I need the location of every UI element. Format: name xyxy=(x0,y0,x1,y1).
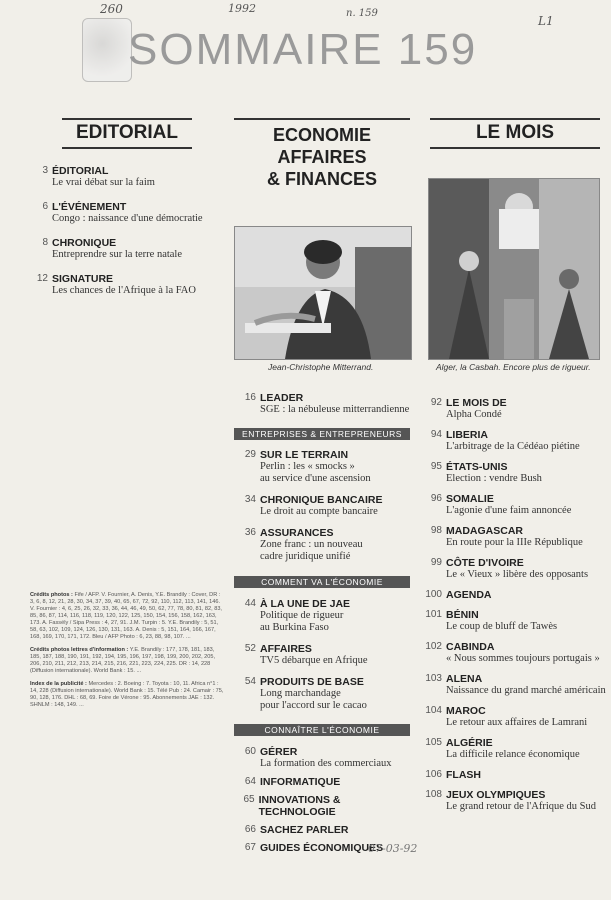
page-number: 92 xyxy=(430,397,442,408)
mois-heading: LE MOIS xyxy=(475,122,555,143)
rule xyxy=(62,118,192,120)
entry-sub: Politique de rigueur xyxy=(260,610,344,621)
toc-entry[interactable] xyxy=(234,824,410,836)
toc-entry[interactable] xyxy=(234,676,410,712)
page-number: 52 xyxy=(244,643,256,654)
toc-entry[interactable] xyxy=(30,165,230,189)
toc-entry[interactable] xyxy=(234,746,410,770)
toc-entry[interactable] xyxy=(234,527,410,563)
credits-publicite-label: Index de la publicité : xyxy=(30,681,87,687)
toc-entry[interactable] xyxy=(418,705,608,729)
page-number: 101 xyxy=(425,609,442,620)
page-number: 96 xyxy=(430,493,442,504)
rule xyxy=(430,118,600,120)
entry-head: À LA UNE DE JAE xyxy=(260,598,351,610)
entry-sub: Le vrai débat sur la faim xyxy=(52,177,155,188)
page-title: SOMMAIRE 159 xyxy=(128,25,478,74)
economie-group-2 xyxy=(234,598,410,712)
toc-entry[interactable] xyxy=(418,589,608,601)
entry-head: FLASH xyxy=(446,769,481,781)
entry-sub: Long marchandage xyxy=(260,688,341,699)
entry-head: INNOVATIONS & TECHNOLOGIE xyxy=(258,794,341,818)
page-number: 66 xyxy=(244,824,256,835)
economie-heading xyxy=(234,124,410,190)
entry-sub: Le droit au compte bancaire xyxy=(260,506,378,517)
section-band: COMMENT VA L'ÉCONOMIE xyxy=(234,576,410,588)
entry-sub: La formation des commerciaux xyxy=(260,758,392,769)
section-band: ENTREPRISES & ENTREPRENEURS xyxy=(234,428,410,440)
toc-entry[interactable] xyxy=(418,769,608,781)
toc-entry[interactable] xyxy=(418,493,608,517)
entry-sub: au service d'une ascension xyxy=(260,473,371,484)
entry-sub: Entreprendre sur la terre natale xyxy=(52,249,183,260)
page-number: 100 xyxy=(425,589,442,600)
entry-head: GÉRER xyxy=(260,746,298,758)
mois-list xyxy=(418,397,608,813)
toc-entry[interactable] xyxy=(234,392,410,416)
entry-sub: Le grand retour de l'Afrique du Sud xyxy=(446,801,597,812)
toc-entry[interactable] xyxy=(418,789,608,813)
toc-entry[interactable] xyxy=(418,397,608,421)
entry-head: CHRONIQUE xyxy=(52,237,117,249)
editorial-list xyxy=(30,165,230,297)
handwritten-note: n. 159 xyxy=(346,8,378,19)
entry-sub: au Burkina Faso xyxy=(260,622,329,633)
entry-head: GUIDES ÉCONOMIQUES xyxy=(260,842,384,854)
economie-group-1 xyxy=(234,449,410,563)
credits-photos xyxy=(30,592,226,641)
page-number: 3 xyxy=(42,165,48,176)
toc-entry[interactable] xyxy=(418,461,608,485)
page-number: 102 xyxy=(425,641,442,652)
entry-sub: Naissance du grand marché américain xyxy=(446,685,606,696)
entry-head: CHRONIQUE BANCAIRE xyxy=(260,494,383,506)
entry-head: SIGNATURE xyxy=(52,273,114,285)
library-stamp xyxy=(82,18,132,82)
credits-photos-text: Fife / AFP. V. Fournier, A. Denis, Y.E. Brandily : Cover, DR : 3, 6, 8, 12, 21, 28, 30, 34, 37, 39, 40, 65, 67, 72, 92, 110, 112, 113, 141, 146. V. Fournier : 4, 6, 25, 26, 32, 33, 36, 44, 46, 49, 50, 62, 77, 78, 80, 81, 82, 83, 85, 86, 87, 114, 116, 118, 119, 120, 122, 125, 150, 154, 156, 158, 162, 163, 173. A. Fassély / Sipa Press : 4, 27, 91. J.M. Turpin : 5. Y.E. Brandily : 5, 51, 58, 63, 102, 109, 124, 126, 130, 131, 163. A. Denis : 5, 151, 164, 166, 167, 168, 169, 170, 171, 172. Bleu / AFP Photo : 6, 23, 88, 98, 107. ... xyxy=(30,592,222,640)
entry-head: LIBERIA xyxy=(446,429,488,441)
entry-sub: Zone franc : un nouveau xyxy=(260,539,363,550)
page-number: 34 xyxy=(244,494,256,505)
page-number: 6 xyxy=(42,201,48,212)
toc-entry[interactable] xyxy=(418,673,608,697)
entry-head: SACHEZ PARLER xyxy=(260,824,349,836)
photo-alger-image xyxy=(429,179,599,359)
toc-entry[interactable] xyxy=(234,776,410,788)
editorial-heading: EDITORIAL xyxy=(75,122,179,143)
photo-mitterrand-image xyxy=(235,227,411,359)
entry-sub: Congo : naissance d'une démocratie xyxy=(52,213,203,224)
toc-entry[interactable] xyxy=(418,429,608,453)
page-number: 98 xyxy=(430,525,442,536)
credits-photos-label: Crédits photos : xyxy=(30,592,73,598)
credits-lettres xyxy=(30,647,226,675)
page-number: 12 xyxy=(36,273,48,284)
credits-publicite-text: Mercedes : 2. Boeing : 7. Toyota : 10, 11. Africa n°1 : 14, 228 (Diffusion internationale). World Bank : 15. Télé Pub : 24. Camair : 75, 90, 128, 176. DHL : 68, 69. Foire de Vérone : 95. Abonnements JAE : 132. SHNLM : 148, 149. ... xyxy=(30,681,224,708)
entry-head: CABINDA xyxy=(446,641,495,653)
entry-sub: Le retour aux affaires de Lamrani xyxy=(446,717,588,728)
photo-alger xyxy=(428,178,600,360)
handwritten-note: L1 xyxy=(538,14,554,28)
page-number: 54 xyxy=(244,676,256,687)
page-number: 94 xyxy=(430,429,442,440)
entry-sub: La difficile relance économique xyxy=(446,749,580,760)
rule xyxy=(430,147,600,149)
toc-entry[interactable] xyxy=(234,643,410,667)
entry-head: ALENA xyxy=(446,673,483,685)
toc-entry[interactable] xyxy=(30,237,230,261)
page-number: 64 xyxy=(244,776,256,787)
credits-publicite xyxy=(30,681,226,709)
toc-entry[interactable] xyxy=(418,737,608,761)
entry-head: ALGÉRIE xyxy=(446,737,493,749)
entry-head: JEUX OLYMPIQUES xyxy=(446,789,546,801)
credits-lettres-text: Y.E. Brandily : 177, 178, 181, 183, 185, 187, 188, 190, 191, 192, 194, 195, 196, 197, 198, 199, 200, 202, 205, 206, 210, 211, 212, 213, 214, 215, 216, 221, 223, 224, 225. DR : 14, 228 (Diffusion internationale). World Bank : 15. ... xyxy=(30,647,216,674)
page-number: 99 xyxy=(430,557,442,568)
entry-head: AFFAIRES xyxy=(260,643,312,655)
page-number: 104 xyxy=(425,705,442,716)
toc-entry[interactable] xyxy=(418,641,608,665)
entry-head: L'ÉVÉNEMENT xyxy=(52,201,127,213)
entry-head: CÔTE D'IVOIRE xyxy=(446,557,524,569)
page-number: 103 xyxy=(425,673,442,684)
toc-entry[interactable] xyxy=(234,794,410,818)
page-number: 108 xyxy=(425,789,442,800)
toc-entry[interactable] xyxy=(30,201,230,225)
economie-heading-line: ECONOMIE xyxy=(272,125,371,145)
page-number: 95 xyxy=(430,461,442,472)
page-number: 16 xyxy=(244,392,256,403)
economie-heading-line: AFFAIRES xyxy=(277,147,367,167)
entry-sub: TV5 débarque en Afrique xyxy=(260,655,368,666)
page-number: 67 xyxy=(244,842,256,853)
entry-sub: SGE : la nébuleuse mitterrandienne xyxy=(260,404,410,415)
entry-sub: En route pour la IIIe République xyxy=(446,537,583,548)
entry-sub: Le « Vieux » libère des opposants xyxy=(446,569,589,580)
toc-entry[interactable] xyxy=(234,494,410,518)
entry-head: SUR LE TERRAIN xyxy=(260,449,349,461)
toc-entry[interactable] xyxy=(418,609,608,633)
section-band: CONNAÎTRE L'ÉCONOMIE xyxy=(234,724,410,736)
photo-mitterrand xyxy=(234,226,412,360)
entry-sub: Les chances de l'Afrique à la FAO xyxy=(52,285,196,296)
page-number: 106 xyxy=(425,769,442,780)
entry-sub: Le coup de bluff de Tawès xyxy=(446,621,558,632)
toc-entry[interactable] xyxy=(234,598,410,634)
entry-head: ÉTATS-UNIS xyxy=(446,461,508,473)
handwritten-note: 1992 xyxy=(228,2,256,15)
entry-sub: Election : vendre Bush xyxy=(446,473,542,484)
entry-sub: pour l'accord sur le cacao xyxy=(260,700,367,711)
entry-head: MADAGASCAR xyxy=(446,525,523,537)
entry-head: SOMALIE xyxy=(446,493,494,505)
page-number: 8 xyxy=(42,237,48,248)
rule xyxy=(62,147,192,149)
economie-group-3 xyxy=(234,746,410,854)
entry-sub: Perlin : les « smocks » xyxy=(260,461,355,472)
toc-entry[interactable] xyxy=(30,273,230,297)
toc-entry[interactable] xyxy=(418,525,608,549)
economie-heading-line: & FINANCES xyxy=(266,169,377,189)
entry-head: AGENDA xyxy=(446,589,492,601)
rule xyxy=(234,118,410,120)
credits-lettres-label: Crédits photos lettres d'information : xyxy=(30,647,129,653)
entry-head: LE MOIS DE xyxy=(446,397,507,409)
entry-head: LEADER xyxy=(260,392,304,404)
economie-list xyxy=(234,392,410,416)
page-number: 36 xyxy=(244,527,256,538)
entry-sub: Alpha Condé xyxy=(446,409,502,420)
photo-caption: Jean-Christophe Mitterrand. xyxy=(268,362,374,372)
page-number: 29 xyxy=(244,449,256,460)
entry-head: PRODUITS DE BASE xyxy=(260,676,364,688)
page-number: 105 xyxy=(425,737,442,748)
photo-caption: Alger, la Casbah. Encore plus de rigueur. xyxy=(436,362,591,372)
entry-sub: L'agonie d'une faim annoncée xyxy=(446,505,572,516)
entry-head: BÉNIN xyxy=(446,609,479,621)
entry-head: ÉDITORIAL xyxy=(52,165,109,177)
page-number: 65 xyxy=(243,794,255,805)
entry-head: INFORMATIQUE xyxy=(260,776,341,788)
handwritten-note: 07-03-92 xyxy=(368,842,418,855)
entry-sub: cadre juridique unifié xyxy=(260,551,351,562)
page-number: 60 xyxy=(244,746,256,757)
toc-entry[interactable] xyxy=(234,449,410,485)
toc-entry[interactable] xyxy=(418,557,608,581)
entry-sub: « Nous sommes toujours portugais » xyxy=(446,653,600,664)
entry-head: MAROC xyxy=(446,705,486,717)
page-number: 44 xyxy=(244,598,256,609)
credits-block xyxy=(30,592,226,709)
entry-head: ASSURANCES xyxy=(260,527,334,539)
entry-sub: L'arbitrage de la Cédéao piétine xyxy=(446,441,580,452)
handwritten-note: 260 xyxy=(100,2,123,16)
